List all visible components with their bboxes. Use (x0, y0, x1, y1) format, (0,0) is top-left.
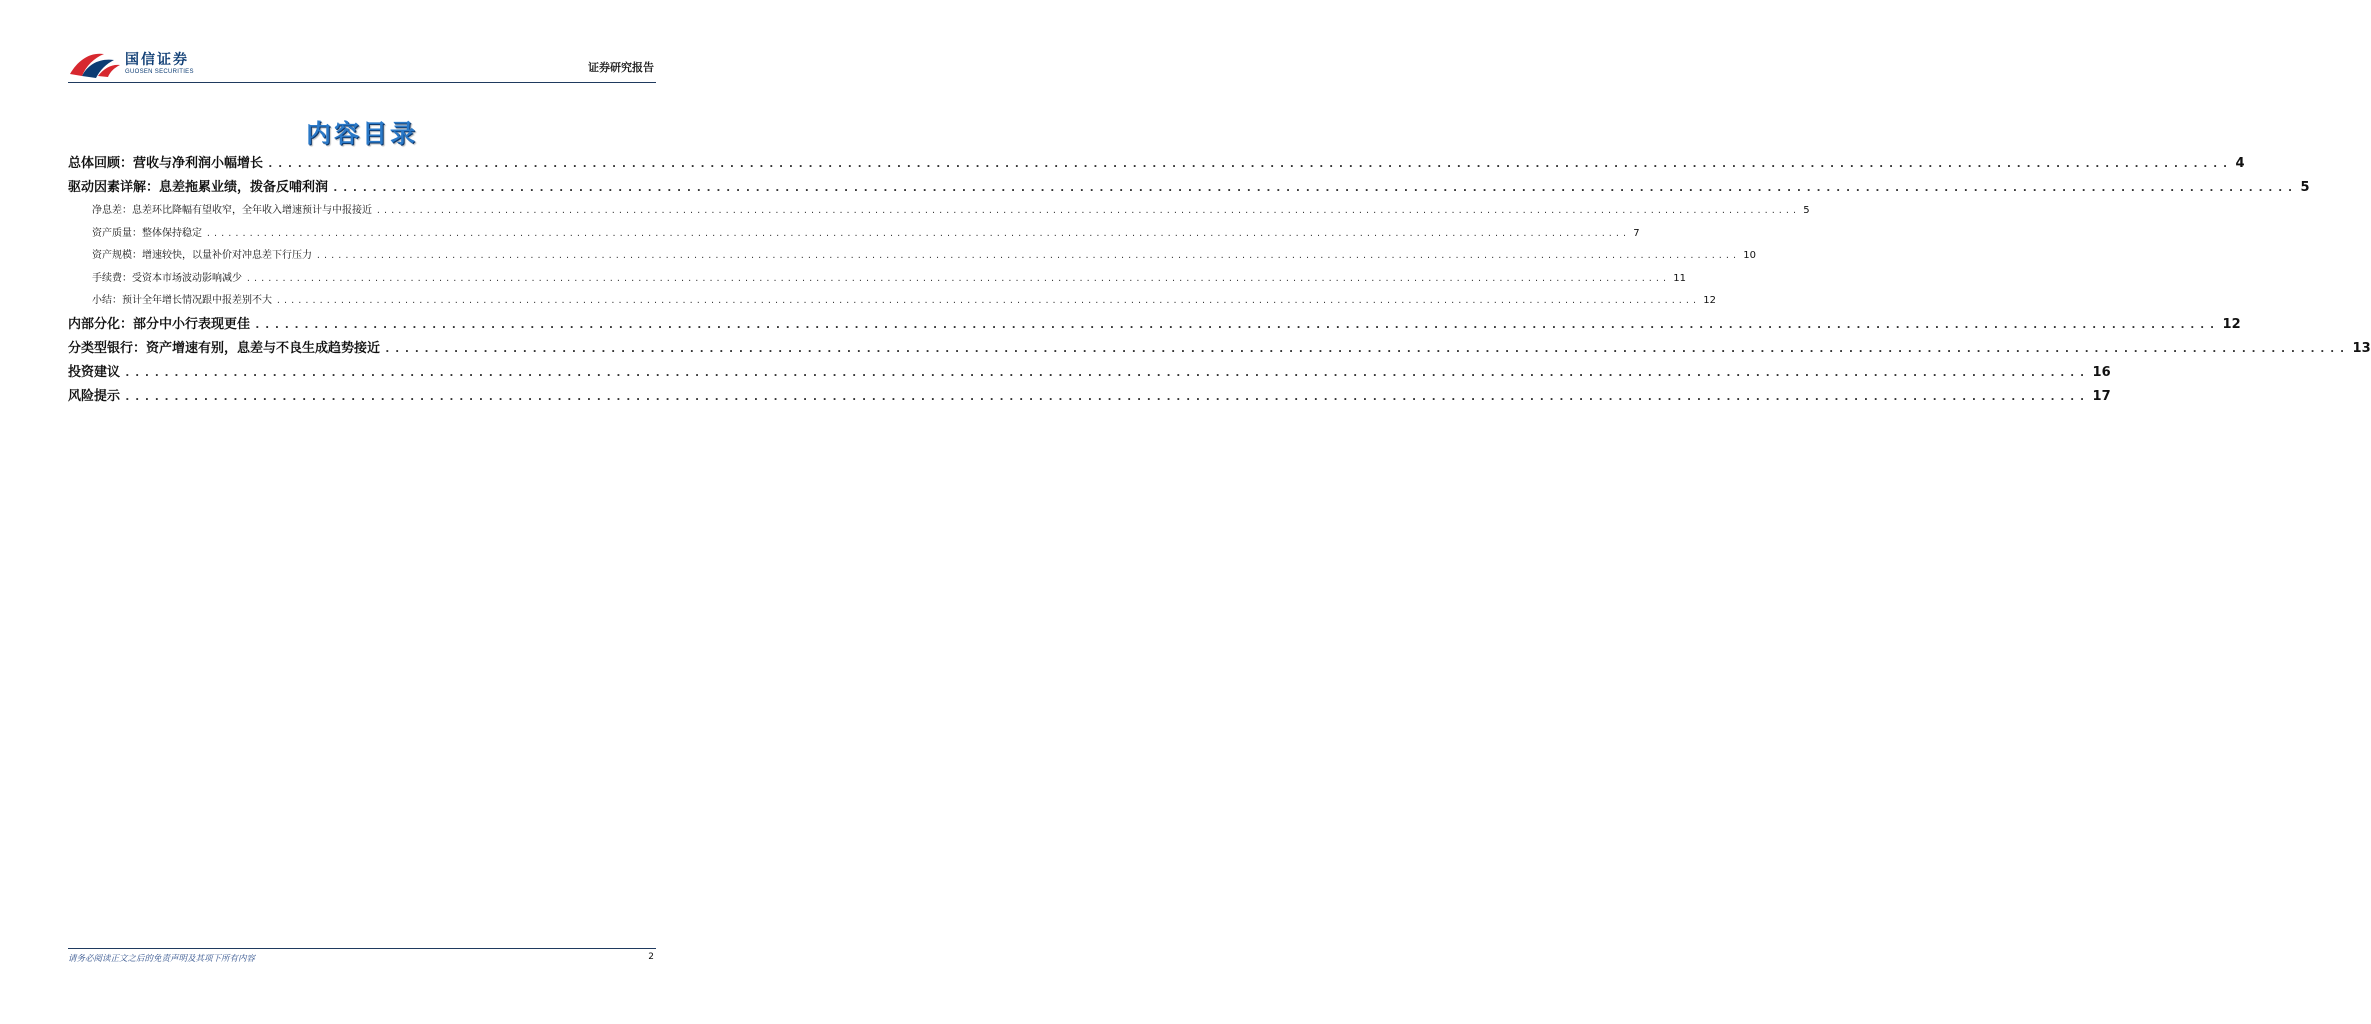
toc-entry-page: 4 (2235, 156, 2245, 171)
toc-entry-label: 净息差：息差环比降幅有望收窄，全年收入增速预计与中报接近 (92, 205, 372, 216)
toc-dot-leader: ........................................................................................................................................................................................................ (246, 273, 1670, 283)
toc-entry-label: 总体回顾：营收与净利润小幅增长 (68, 156, 264, 171)
toc-entry-page: 17 (2092, 388, 2111, 404)
logo-chinese-name: 国信证券 (125, 52, 189, 68)
toc-subsection-entry[interactable] (68, 268, 1687, 291)
toc-entry-label: 小结：预计全年增长情况跟中报差别不大 (92, 295, 272, 306)
logo-english-name: GUOSEN SECURITIES (125, 69, 194, 75)
toc-entry-label: 内部分化：部分中小行表现更佳 (68, 316, 251, 332)
toc-dot-leader: ........................................................................................................................................................................................................ (376, 206, 1800, 215)
toc-entry-label: 资产质量：整体保持稳定 (92, 227, 202, 239)
toc-title: 内容目录 (305, 119, 418, 148)
toc-entry-label: 投资建议 (68, 364, 121, 380)
toc-entry-label: 风险提示 (68, 388, 121, 404)
toc-section-entry[interactable] (68, 361, 2111, 385)
toc-entry-page: 7 (1633, 227, 1640, 239)
toc-section-entry[interactable] (68, 313, 2241, 337)
toc-entry-page: 16 (2092, 364, 2111, 380)
toc-entry-label: 驱动因素详解：息差拖累业绩，拨备反哺利润 (68, 180, 329, 195)
page-number: 2 (648, 952, 654, 962)
toc-dot-leader: ........................................................................................................................................................................................................ (254, 317, 2219, 331)
toc-section-entry[interactable] (68, 176, 2310, 200)
toc-dot-leader: ........................................................................................................................................................................................................ (267, 157, 2232, 170)
footer-disclaimer: 请务必阅读正文之后的免责声明及其项下所有内容 (68, 954, 256, 964)
footer-divider (68, 948, 656, 949)
report-type-label: 证券研究报告 (588, 61, 654, 74)
toc-entry-page: 12 (2222, 316, 2241, 332)
toc-entry-label: 手续费：受资本市场波动影响减少 (92, 272, 242, 284)
company-logo (68, 50, 194, 80)
toc-dot-leader: ........................................................................................................................................................................................................ (332, 181, 2297, 194)
toc-entry-page: 13 (2352, 340, 2371, 356)
header-divider (68, 82, 656, 83)
toc-entry-page: 5 (2300, 180, 2310, 195)
toc-entry-page: 11 (1673, 272, 1687, 284)
toc-entry-page: 12 (1703, 295, 1717, 306)
toc-subsection-entry[interactable] (68, 290, 1717, 313)
page-header (68, 50, 656, 84)
toc-dot-leader: ........................................................................................................................................................................................................ (124, 365, 2089, 379)
toc-dot-leader: ........................................................................................................................................................................................................ (384, 341, 2349, 355)
toc-entry-label: 资产规模：增速较快，以量补价对冲息差下行压力 (92, 250, 312, 261)
toc-dot-leader: ........................................................................................................................................................................................................ (124, 389, 2089, 403)
toc-entry-label: 分类型银行：资产增速有别，息差与不良生成趋势接近 (68, 340, 381, 356)
logo-wordmark (125, 52, 194, 77)
toc-dot-leader: ........................................................................................................................................................................................................ (276, 296, 1700, 305)
toc-entry-page: 10 (1743, 250, 1757, 261)
toc-subsection-entry[interactable] (68, 245, 1757, 268)
toc-subsection-entry[interactable] (68, 223, 1640, 246)
toc-entry-page: 5 (1803, 205, 1810, 216)
toc-dot-leader: ........................................................................................................................................................................................................ (206, 228, 1630, 238)
table-of-contents (68, 152, 2371, 409)
toc-subsection-entry[interactable] (68, 200, 1810, 223)
toc-section-entry[interactable] (68, 152, 2245, 176)
toc-dot-leader: ........................................................................................................................................................................................................ (316, 251, 1740, 260)
guosen-logo-icon (68, 50, 122, 80)
toc-section-entry[interactable] (68, 385, 2111, 409)
toc-section-entry[interactable] (68, 337, 2371, 361)
